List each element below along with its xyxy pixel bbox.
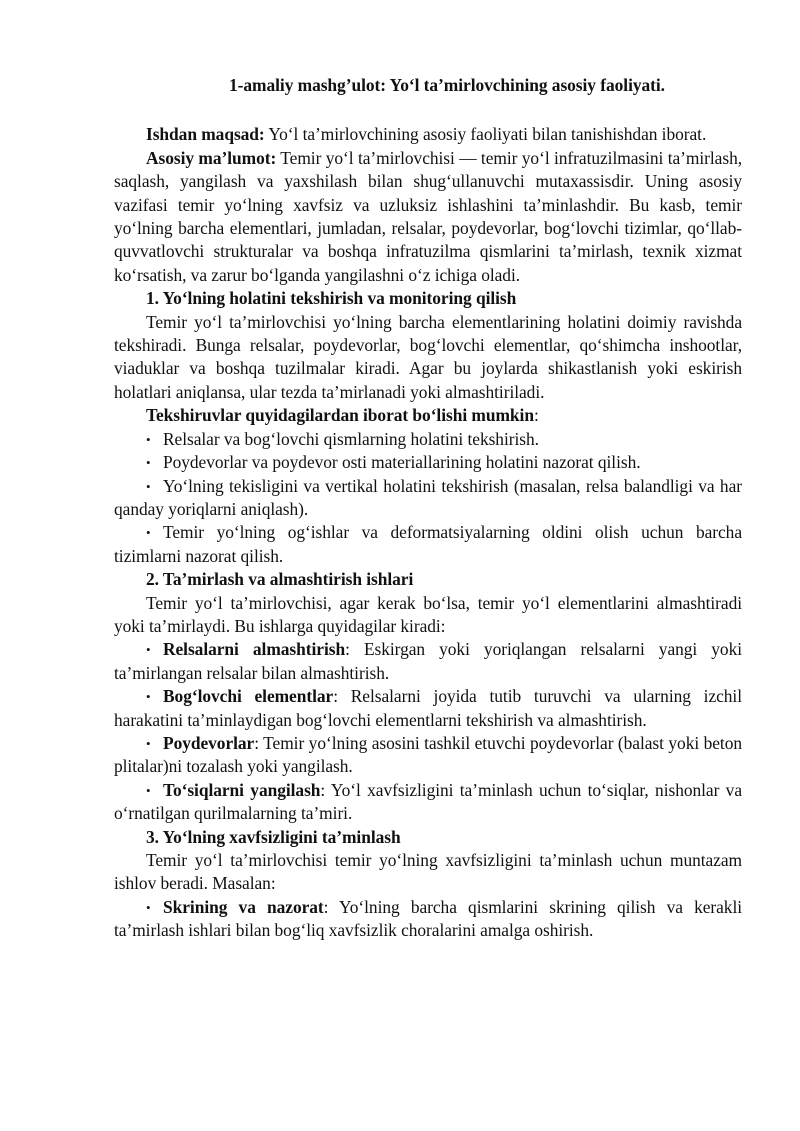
bullet-icon: • [146,642,151,658]
bullet-icon: • [146,525,151,541]
list-item-term: To‘siqlarni yangilash [163,779,321,800]
goal-text: Yo‘l ta’mirlovchining asosiy faoliyati bilan tanishishdan iborat. [264,124,707,145]
basic-info-text: Temir yo‘l ta’mirlovchisi — temir yo‘l infratuzilmasini ta’mirlash, saqlash, yangilash va yaxshilash bilan shug‘ullanuvchi mutaxassisdir. Uning asosiy vazifasi temir yo‘lning xavfsiz va uzluksiz ishlashini ta’minlashdir. Bu kasb, temir yo‘lning barcha elementlari, jumladan, relsalar, poydevorlar, bog‘lovchi tizimlar, qo‘llab-quvvatlovchi strukturalar va boshqa infratuzilma qismlarini ta’mirlash, texnik xizmat ko‘rsatish, va zarur bo‘lganda yangilashni o‘z ichiga oladi. [114,147,743,285]
bullet-icon: • [146,782,151,798]
checks-label: Tekshiruvlar quyidagilardan iborat bo‘lishi mumkin [146,405,534,426]
list-item-text: : Yo‘l xavfsizligini ta’minlash uchun to‘siqlar, nishonlar va o‘rnatilgan qurilmalarning ta’miri. [114,779,742,824]
document-page [114,74,742,943]
list-item-text: Relsalar va bog‘lovchi qismlarning holatini tekshirish. [163,428,539,449]
section-1-paragraph: Temir yo‘l ta’mirlovchisi yo‘lning barcha elementlarining holatini doimiy ravishda tekshiradi. Bunga relsalar, poydevorlar, bog‘lovchi elementlar, qo‘shimcha inshootlar, viaduklar va boshqa tuzilmalar kiradi. Agar bu joylarda shikastlanish yoki eskirish holatlari aniqlansa, ular tezda ta’mirlanadi yoki almashtiriladi. [114,311,742,402]
basic-info-label: Asosiy ma’lumot: [146,147,277,168]
list-item-term: Poydevorlar [163,732,255,753]
list-item-text: : Relsalarni joyida tutib turuvchi va ularning izchil harakatini ta’minlaydigan bog‘lovchi elementlarni tekshirish va almashtirish. [114,686,742,730]
list-item-term: Skrining va nazorat [163,896,324,917]
list-item-text: : Eskirgan yoki yoriqlangan relsalarni yangi yoki ta’mirlangan relsalar bilan almashtirish. [114,639,742,683]
section-3-paragraph: Temir yo‘l ta’mirlovchisi temir yo‘lning xavfsizligini ta’minlash uchun muntazam ishlov beradi. Masalan: [114,850,742,894]
list-item [114,638,742,685]
list-item [114,779,742,826]
section-2-paragraph: Temir yo‘l ta’mirlovchisi, agar kerak bo‘lsa, temir yo‘l elementlarini almashtiradi yoki ta’mirlaydi. Bu ishlarga quyidagilar kiradi: [114,592,742,636]
list-item-term: Relsalarni almashtirish [163,639,346,660]
list-item [114,896,742,943]
list-item-text: Temir yo‘lning og‘ishlar va deformatsiyalarning oldini olish uchun barcha tizimlarni nazorat qilish. [114,522,742,566]
checks-colon: : [533,405,539,426]
page-title: 1-amaliy mashg’ulot: Yo‘l ta’mirlovchining asosiy faoliyati. [229,75,665,95]
list-item [114,451,742,474]
bullet-icon: • [146,455,151,471]
list-item [114,475,742,522]
list-item-term: Bog‘lovchi elementlar [163,686,334,707]
list-item [114,685,742,732]
section-2-heading: 2. Ta’mirlash va almashtirish ishlari [146,569,414,590]
basic-info-paragraph [114,147,742,287]
bullet-icon: • [146,431,151,447]
section-1-heading: 1. Yo‘lning holatini tekshirish va monitoring qilish [146,288,517,309]
bullet-icon: • [146,689,151,705]
section-3-heading: 3. Yo‘lning xavfsizligini ta’minlash [146,826,401,847]
goal-paragraph [114,123,742,146]
list-item-text: : Temir yo‘lning asosini tashkil etuvchi poydevorlar (balast yoki beton plitalar)ni tozalash yoki yangilash. [114,732,742,777]
list-item-text: Yo‘lning tekisligini va vertikal holatini tekshirish (masalan, relsa balandligi va har qanday yoriqlarni aniqlash). [114,475,742,519]
bullet-icon: • [146,478,151,494]
list-item [114,428,742,451]
goal-label: Ishdan maqsad: [146,124,265,145]
checks-intro [114,404,742,427]
bullet-icon: • [146,899,151,915]
list-item [114,732,742,779]
list-item-text: Poydevorlar va poydevor osti materiallarining holatini nazorat qilish. [163,452,641,473]
list-item [114,521,742,568]
bullet-icon: • [146,735,151,751]
list-item-text: : Yo‘lning barcha qismlarini skrining qilish va kerakli ta’mirlash ishlari bilan bog‘liq xavfsizlik choralarini amalga oshirish. [114,896,743,941]
